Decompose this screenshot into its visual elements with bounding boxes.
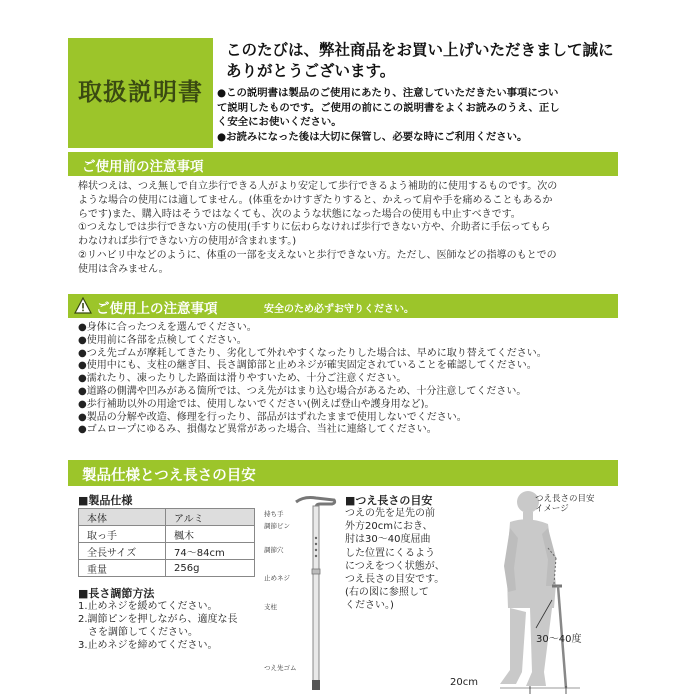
section-bar-before-use bbox=[68, 152, 618, 176]
length-line: つえの先を足先の前 bbox=[345, 508, 435, 519]
spec-title: ■製品仕様 bbox=[78, 494, 133, 507]
part-label: 支柱 bbox=[264, 603, 277, 611]
part-label: 止めネジ bbox=[264, 574, 290, 582]
length-line: (右の図に参照して bbox=[345, 587, 429, 599]
section-heading: ご使用前の注意事項 bbox=[82, 159, 204, 175]
length-title: ■つえ長さの目安 bbox=[345, 494, 433, 507]
adjust-title: ■長さ調節方法 bbox=[78, 587, 155, 600]
table-cell: 取っ手 bbox=[79, 526, 166, 543]
paragraph-line: 使用は含みません。 bbox=[78, 263, 169, 275]
table-row bbox=[79, 543, 255, 560]
step-line: 3.止めネジを締めてください。 bbox=[78, 640, 218, 651]
cane-diagram bbox=[290, 494, 340, 694]
step-line: 1.止めネジを緩めてください。 bbox=[78, 601, 218, 612]
paragraph-line: 棒状つえは、つえ無しで自立歩行できる人がより安定して歩行できるよう補助的に使用するものです。次の bbox=[78, 181, 558, 192]
table-cell: 重量 bbox=[79, 560, 166, 577]
paragraph-line: ①つえなしでは歩行できない方の使用(手すりに伝わらなければ歩行できない方や、介助者に手伝ってもら bbox=[78, 222, 551, 234]
angle-label: 30～40度 bbox=[536, 634, 582, 645]
list-item: ●道路の側溝や凹みがある箇所では、つえ先がはまり込む場合があるため、十分注意してください。 bbox=[78, 385, 527, 397]
length-line: ください。) bbox=[345, 600, 394, 612]
paragraph-line: わなければ歩行できない方の使用が含まれます。) bbox=[78, 236, 297, 248]
section-heading: 製品仕様とつえ長さの目安 bbox=[82, 468, 256, 484]
length-line: につえをつく状態が、 bbox=[345, 560, 445, 572]
part-label: 調節ピン bbox=[264, 522, 290, 530]
section-bar-precautions bbox=[68, 294, 618, 318]
distance-label: 20cm bbox=[450, 677, 478, 688]
length-line: 外方20cmにおき、 bbox=[345, 521, 433, 533]
length-line: つえ長さの目安です。 bbox=[345, 574, 445, 586]
table-row bbox=[79, 526, 255, 543]
spec-table bbox=[78, 508, 255, 577]
list-item: ●使用中にも、支柱の継ぎ目、長さ調節部と止めネジが確実固定されていることを確認してください。 bbox=[78, 360, 537, 372]
intro-line: て説明したものです。ご使用の前にこの説明書をよくお読みのうえ、正し bbox=[217, 101, 560, 114]
table-cell: 74～84cm bbox=[166, 543, 255, 560]
list-item: ●製品の分解や改造、修理を行ったり、部品がはずれたままで使用しないでください。 bbox=[78, 411, 467, 423]
image-caption bbox=[535, 494, 595, 514]
title-box bbox=[68, 38, 213, 148]
intro-line: く安全にお使いください。 bbox=[217, 116, 342, 128]
table-row bbox=[79, 560, 255, 577]
part-label: 調節穴 bbox=[264, 546, 284, 554]
page-title: 取扱説明書 bbox=[78, 78, 203, 106]
table-cell: 楓木 bbox=[166, 526, 255, 543]
intro-text bbox=[217, 86, 637, 144]
list-item: ●使用前に各部を点検してください。 bbox=[78, 334, 247, 346]
part-label: 持ち手 bbox=[264, 510, 284, 518]
paragraph-line: らです)また、購入時はそうではなくても、次のような状態になった場合の使用も中止すべきです。 bbox=[78, 208, 521, 220]
intro-line: ●お読みになった後は大切に保管し、必要な時にご利用ください。 bbox=[217, 130, 528, 143]
intro-line: ●この説明書は製品のご使用にあたり、注意していただきたい事項につい bbox=[217, 87, 559, 99]
table-cell: 全長サイズ bbox=[79, 543, 166, 560]
list-item: ●歩行補助以外の用途では、使用しないでください(例えば登山や護身用など)。 bbox=[78, 398, 435, 410]
length-line: 肘は30～40度屈曲 bbox=[345, 534, 431, 546]
part-label: つえ先ゴム bbox=[264, 664, 297, 672]
section-heading: ご使用上の注意事項 bbox=[96, 301, 218, 317]
paragraph-line: ような場合の使用には適してません。(体重をかけすぎたりすると、かえって肩や手を痛めることもあるか bbox=[78, 194, 553, 206]
list-item: ●身体に合ったつえを選んでください。 bbox=[78, 322, 257, 333]
warning-icon bbox=[74, 297, 92, 314]
table-cell: 本体 bbox=[79, 509, 166, 526]
step-line: 2.調節ピンを押しながら、適度な長 bbox=[78, 614, 238, 625]
table-cell: 256g bbox=[166, 560, 255, 577]
caption-line: イメージ bbox=[535, 504, 569, 514]
list-item: ●濡れたり、凍ったりした路面は滑りやすいため、十分ご注意ください。 bbox=[78, 373, 407, 385]
greeting-line: ありがとうございます。 bbox=[226, 62, 396, 80]
list-item: ●ゴムロープにゆるみ、損傷など異常があった場合、当社に連絡してください。 bbox=[78, 424, 437, 436]
caption-line: つえ長さの目安 bbox=[535, 494, 595, 504]
greeting-line: このたびは、弊社商品をお買い上げいただきまして誠に bbox=[226, 41, 614, 59]
table-cell: アルミ bbox=[166, 509, 255, 526]
table-row bbox=[79, 509, 255, 526]
paragraph-line: ②リハビリ中などのように、体重の一部を支えないと歩行できない方。ただし、医師などの指導のもとでの bbox=[78, 249, 557, 261]
before-use-text bbox=[78, 180, 618, 277]
greeting-text bbox=[226, 40, 636, 82]
list-item: ●つえ先ゴムが摩耗してきたり、劣化して外れやすくなったりした場合は、早めに取り替えてください。 bbox=[78, 347, 547, 359]
precaution-list bbox=[78, 322, 618, 437]
person-figure bbox=[470, 488, 630, 698]
adjust-steps bbox=[78, 600, 268, 652]
length-line: した位置にくるよう bbox=[345, 547, 435, 559]
length-text bbox=[345, 507, 465, 613]
section-subtitle: 安全のため必ずお守りください。 bbox=[264, 304, 414, 315]
step-line: さを調節してください。 bbox=[78, 627, 198, 638]
section-bar-spec bbox=[68, 460, 618, 486]
